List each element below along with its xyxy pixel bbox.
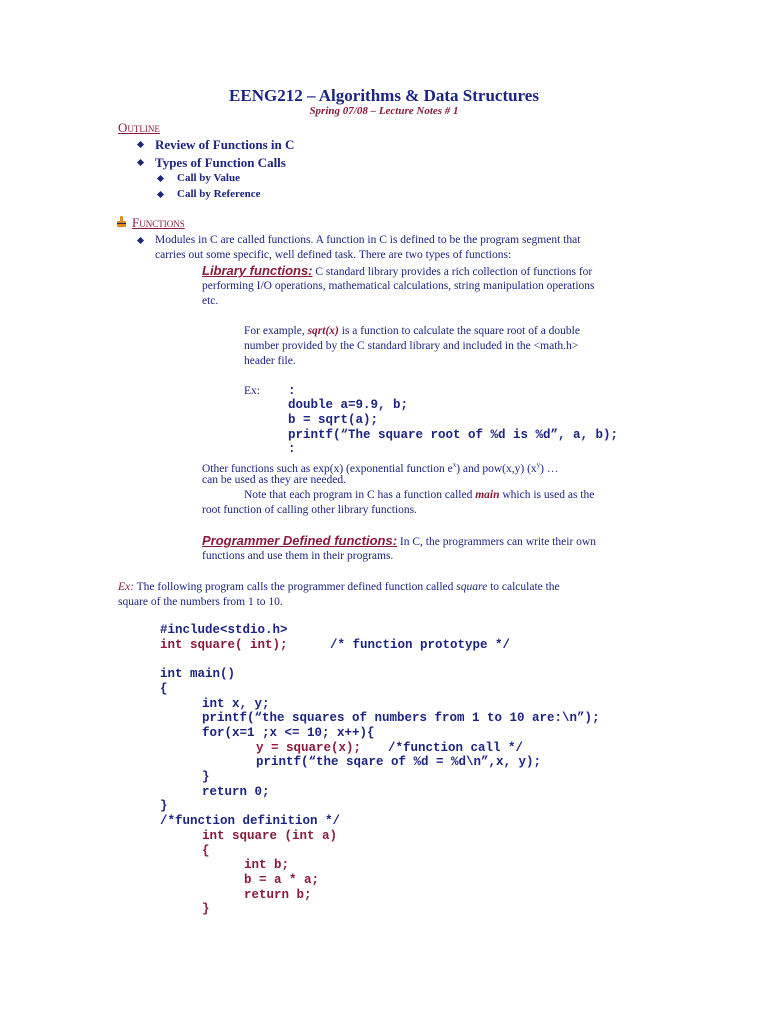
functions-intro-line: Modules in C are called functions. A function in C is defined to be the program segment that [155,234,581,246]
code-line: for(x=1 ;x <= 10; x++){ [202,726,375,740]
example2-label: Ex: [118,581,134,593]
other-functions-line: can be used as they are needed. [202,474,346,486]
main-note-pre: Note that each program in C has a function called [244,489,476,501]
programmer-defined-line: functions and use them in their programs. [202,550,394,562]
example-prefix: For example, [244,325,308,337]
other-functions-sup2: y [536,461,541,469]
hand-pointer-icon [115,215,129,229]
main-note-line [244,488,594,503]
code-line: } [202,902,210,916]
code-line: b = a * a; [244,873,320,887]
ex-code-line: printf(“The square root of %d is %d”, a, b); [288,428,619,442]
ex-code-line: : [288,442,296,456]
code-comment: /*function call */ [388,741,524,755]
code-line: printf(“the sqare of %d = %d\n”,x, y); [256,755,542,769]
code-comment: /*function definition */ [160,814,341,828]
code-comment: /* function prototype */ [330,638,511,652]
ex-label: Ex: [244,385,260,397]
square-function-name: square [456,581,488,593]
code-line: { [202,844,210,858]
programmer-defined-text: In C, the programmers can write their own [397,536,596,548]
code-line: } [202,770,210,784]
library-functions-line: etc. [202,295,219,307]
diamond-bullet-icon [137,237,144,244]
outline-heading: Outline [118,120,160,135]
library-functions-line: performing I/O operations, mathematical calculations, string manipulation operations [202,280,595,292]
code-line: #include<stdio.h> [160,623,288,637]
main-note-line: root function of calling other library functions. [202,504,417,516]
diamond-bullet-icon [137,159,144,166]
functions-heading: Functions [132,215,185,230]
functions-intro-line: carries out some specific, well defined task. There are two types of functions: [155,249,512,261]
code-line: int square( int); [160,638,288,652]
ex-code-line: b = sqrt(a); [288,413,379,427]
diamond-bullet-icon [157,175,164,182]
page-subtitle: Spring 07/08 – Lecture Notes # 1 [309,105,459,117]
code-line: int b; [244,858,290,872]
code-line: { [160,682,168,696]
outline-subitem: Call by Value [177,172,240,184]
sqrt-example-line: header file. [244,355,296,367]
programmer-defined-paragraph [202,533,596,550]
sqrt-example-line [244,324,580,339]
example2-post: to calculate the [487,581,560,593]
code-line: y = square(x); [256,741,362,755]
code-line: } [160,799,168,813]
other-functions-post: ) … [540,462,559,475]
library-functions-text: C standard library provides a rich collection of functions for [312,266,593,278]
code-line: return 0; [202,785,270,799]
outline-item: Review of Functions in C [155,137,295,152]
code-line: int square (int a) [202,829,338,843]
library-functions-label: Library functions: [202,263,313,278]
main-function-name: main [475,489,500,501]
main-note-post: which is used as the [499,489,595,501]
example-suffix: is a function to calculate the square root of a double [338,325,580,337]
sqrt-example-line: number provided by the C standard library and included in the <math.h> [244,340,579,352]
code-line: return b; [244,888,312,902]
example2-pre: The following program calls the programmer defined function called [133,581,457,593]
example2-line: square of the numbers from 1 to 10. [118,596,283,608]
programmer-defined-label: Programmer Defined functions: [202,533,398,548]
ex-code-line: : [288,384,296,398]
page-title: EENG212 – Algorithms & Data Structures [229,86,539,105]
sqrt-function-name: sqrt(x) [307,325,339,337]
diamond-bullet-icon [157,191,164,198]
outline-subitem: Call by Reference [177,188,261,200]
code-line: printf(“the squares of numbers from 1 to 10 are:\n”); [202,711,600,725]
code-line: int x, y; [202,697,270,711]
other-functions-sup1: x [452,461,457,469]
code-line: int main() [160,667,236,681]
ex-code-line: double a=9.9, b; [288,398,409,412]
other-functions-mid: ) and pow(x,y) (x [456,462,537,475]
diamond-bullet-icon [137,141,144,148]
outline-item: Types of Function Calls [155,155,286,170]
library-functions-paragraph [202,263,592,280]
other-functions-pre: Other functions such as exp(x) (exponential function e [202,462,453,475]
example2-line [118,580,560,595]
